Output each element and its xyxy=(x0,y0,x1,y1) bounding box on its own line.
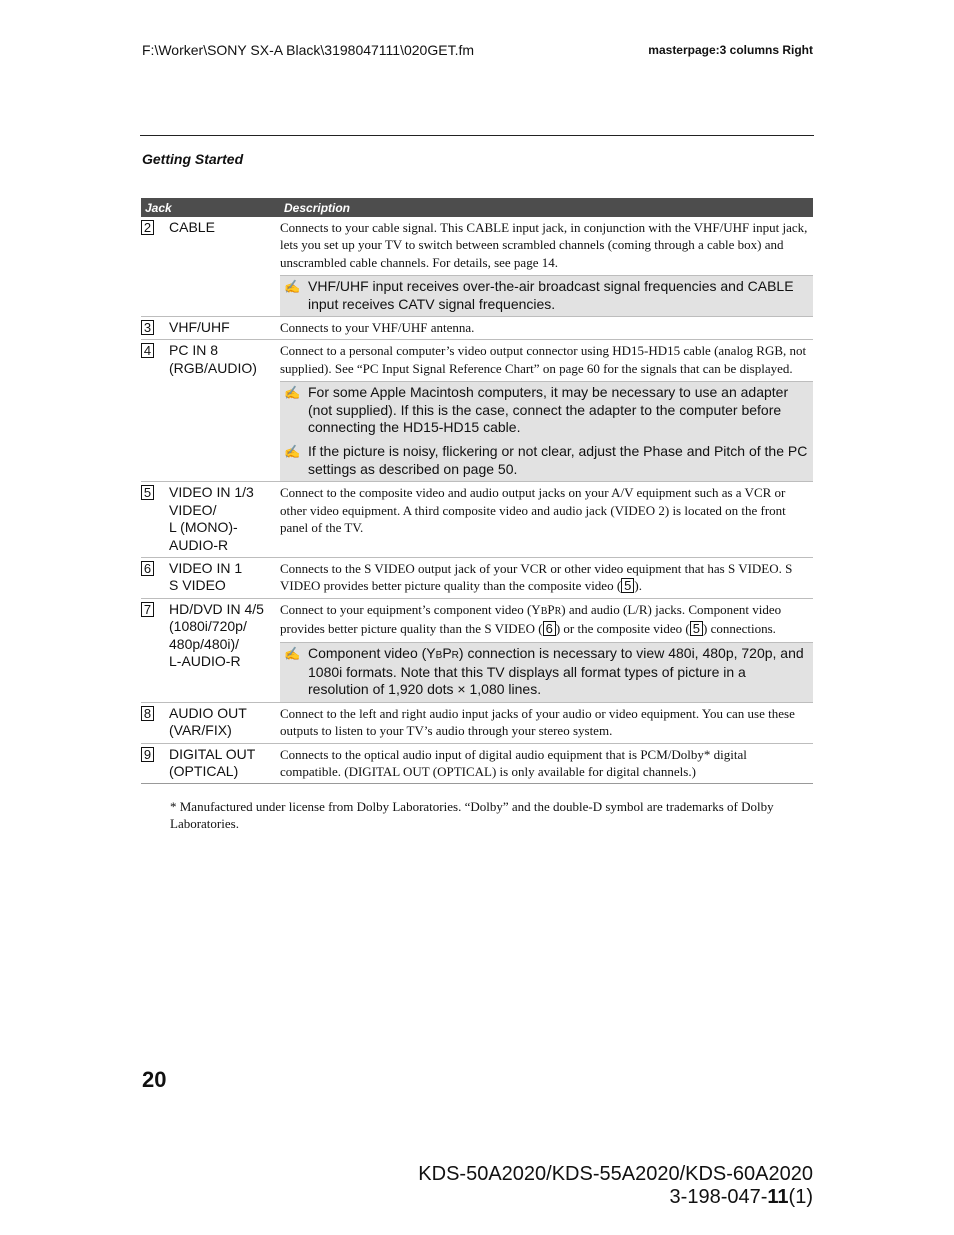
pencil-note-icon: ✍ xyxy=(284,444,301,460)
model-info xyxy=(418,1163,813,1209)
pencil-note-icon: ✍ xyxy=(284,645,301,661)
jack-name: HD/DVD IN 4/5 (1080i/720p/ 480p/480i)/ L-AUDIO-R xyxy=(169,600,264,669)
dolby-footnote: * Manufactured under license from Dolby Laboratories. “Dolby” and the double-D symbol are trademarks of Dolby Laboratories. xyxy=(170,799,774,832)
jack-description: Connects to the optical audio input of digital audio equipment that is PCM/Dolby* digital compatible. (DIGITAL OUT (OPTICAL) is only available for digital channels.) xyxy=(280,746,747,779)
jack-description: Connect to the left and right audio input jacks of your audio or video equipment. You can use these outputs to listen to your TV’s audio through your stereo system. xyxy=(280,705,795,739)
table-row xyxy=(141,558,813,599)
header-rule xyxy=(140,135,814,136)
jack-description: Connect to a personal computer’s video output connector using HD15-HD15 cable (analog RGB, not supplied). See “PC Input Signal Reference Chart” on page 60 for the signals that can be displayed. xyxy=(280,343,807,376)
model-line: KDS-50A2020/KDS-55A2020/KDS-60A2020 xyxy=(418,1163,813,1185)
pencil-note-icon: ✍ xyxy=(284,279,301,295)
note-text: If the picture is noisy, flickering or not clear, adjust the Phase and Pitch of the PC settings as described on page 50. xyxy=(308,443,808,477)
note-text: Component video (YBPR) connection is necessary to view 480i, 480p, 720p, and 1080i formats. Note that this TV displays all format types of picture in a resolution of 1,920 dots × 1,080 lines. xyxy=(308,644,804,698)
jack-number-badge: 7 xyxy=(141,602,154,617)
jack-name: CABLE xyxy=(169,219,215,235)
table-row xyxy=(141,317,813,340)
jack-name: VHF/UHF xyxy=(169,319,230,336)
jack-number-badge: 6 xyxy=(141,561,154,576)
section-title: Getting Started xyxy=(142,151,244,167)
note-box xyxy=(280,275,813,316)
jack-number-badge: 2 xyxy=(141,220,154,235)
pencil-note-icon: ✍ xyxy=(284,385,301,401)
note-text: For some Apple Macintosh computers, it may be necessary to use an adapter (not supplied). If this is the case, connect the adapter to the computer before connecting the HD15-HD15 cable. xyxy=(308,384,789,436)
jack-number-badge: 8 xyxy=(141,706,154,721)
jack-description: Connect to your equipment’s component video (YBPR) and audio (L/R) jacks. Component video provides better picture quality than the S VIDEO ( 6 ) or the composite video ( 5 ) connections. xyxy=(280,601,782,637)
jack-reference-badge: 5 xyxy=(690,621,703,636)
jack-description: Connects to your VHF/UHF antenna. xyxy=(280,320,475,336)
jack-description: Connects to the S VIDEO output jack of your VCR or other video equipment that has S VIDEO. S VIDEO provides better picture quality than the composite video ( 5 ). xyxy=(280,560,793,594)
table-row xyxy=(141,340,813,482)
note-box xyxy=(280,642,813,702)
note-box xyxy=(280,381,813,481)
table-row xyxy=(141,482,813,558)
note-text: VHF/UHF input receives over-the-air broadcast signal frequencies and CABLE input receives CATV signal frequencies. xyxy=(308,278,794,312)
part-number: 3-198-047-11(1) xyxy=(669,1186,813,1208)
jack-name: VIDEO IN 1/3 VIDEO/ L (MONO)- AUDIO-R xyxy=(169,484,254,553)
table-header xyxy=(141,198,813,217)
jack-reference-badge: 6 xyxy=(543,621,556,636)
file-path-header: F:\Worker\SONY SX-A Black\3198047111\020GET.fm xyxy=(142,42,475,58)
jack-description: Connects to your cable signal. This CABLE input jack, in conjunction with the VHF/UHF input jack, lets you set up your TV to switch between scrambled channels (coming through a cable box) and unscrambled cable channels. For details, see page 14. xyxy=(280,220,808,270)
table-row xyxy=(141,599,813,703)
table-row xyxy=(141,703,813,744)
jack-name: VIDEO IN 1 S VIDEO xyxy=(169,559,243,594)
page-number: 20 xyxy=(142,1067,167,1092)
masterpage-header: masterpage:3 columns Right xyxy=(648,43,813,57)
table-row xyxy=(141,744,813,785)
column-header-jack: Jack xyxy=(145,200,172,215)
column-header-description: Description xyxy=(284,200,351,215)
jack-reference-badge: 5 xyxy=(621,578,634,593)
jack-name: PC IN 8 (RGB/AUDIO) xyxy=(169,342,257,376)
jack-number-badge: 3 xyxy=(141,320,154,335)
jack-number-badge: 5 xyxy=(141,485,154,500)
jack-number-badge: 4 xyxy=(141,343,154,358)
jack-name: DIGITAL OUT (OPTICAL) xyxy=(169,745,256,779)
jack-name: AUDIO OUT (VAR/FIX) xyxy=(169,704,247,739)
jack-table xyxy=(141,198,813,784)
jack-description: Connect to the composite video and audio output jacks on your A/V equipment such as a VCR or other video equipment. A third composite video and audio jack (VIDEO 2) is located on the front panel of the TV. xyxy=(280,485,786,536)
table-row xyxy=(141,217,813,317)
jack-number-badge: 9 xyxy=(141,747,154,762)
